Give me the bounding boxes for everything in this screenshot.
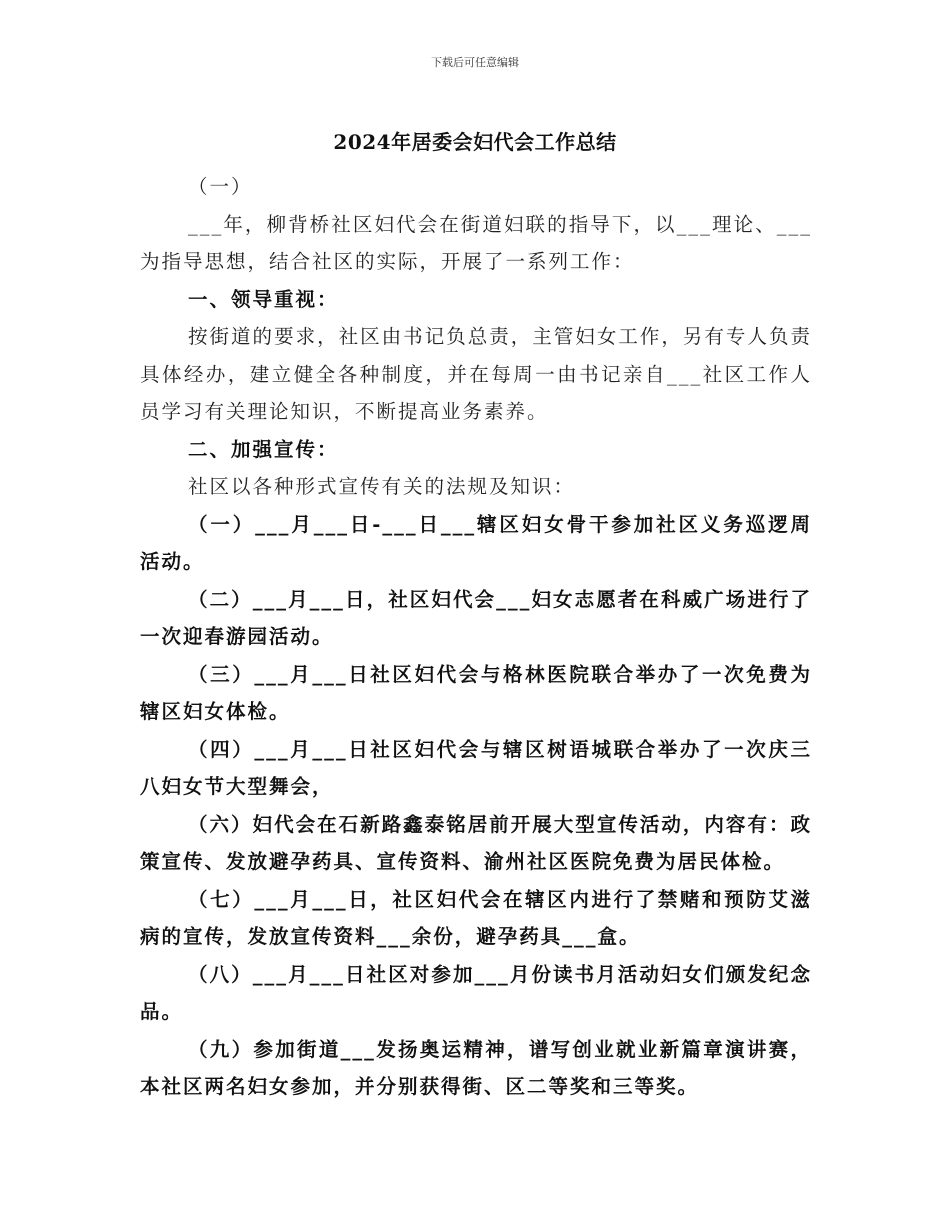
heading-leadership: 一、领导重视：: [188, 287, 339, 311]
paragraph-publicity-intro: 社区以各种形式宣传有关的法规及知识：: [188, 475, 576, 498]
header-note: 下载后可任意编辑: [431, 56, 519, 69]
list-item-1: （一）___月___日-___日___辖区妇女骨干参加社区义务巡逻周活动。: [140, 512, 812, 573]
list-item-4: （四）___月___日社区妇代会与辖区树语城联合举办了一次庆三八妇女节大型舞会，: [140, 737, 812, 798]
list-item-7: （七）___月___日，社区妇代会在辖区内进行了禁赌和预防艾滋病的宣传，发放宣传资料___余份，避孕药具___盒。: [140, 887, 812, 948]
list-item-9: （九）参加街道___发扬奥运精神，谱写创业就业新篇章演讲赛，本社区两名妇女参加，并分别获得街、区二等奖和三等奖。: [140, 1037, 812, 1098]
list-item-6: （六）妇代会在石新路鑫泰铭居前开展大型宣传活动，内容有：政策宣传、发放避孕药具、宣传资料、渝州社区医院免费为居民体检。: [140, 812, 812, 873]
document-title: 2024年居委会妇代会工作总结: [333, 130, 617, 154]
paragraph-leadership: 按街道的要求，社区由书记负总责，主管妇女工作，另有专人负责具体经办，建立健全各种制度，并在每周一由书记亲自___社区工作人员学习有关理论知识，不断提高业务素养。: [140, 325, 812, 423]
list-item-2: （二）___月___日，社区妇代会___妇女志愿者在科威广场进行了一次迎春游园活动。: [140, 587, 812, 648]
document-body: [140, 168, 812, 1106]
paragraph-section-marker: （一）: [188, 175, 253, 198]
list-item-8: （八）___月___日社区对参加___月份读书月活动妇女们颁发纪念品。: [140, 962, 812, 1023]
list-item-3: （三）___月___日社区妇代会与格林医院联合举办了一次免费为辖区妇女体检。: [140, 662, 812, 723]
paragraph-intro: ___年，柳背桥社区妇代会在街道妇联的指导下，以___理论、___为指导思想，结合社区的实际，开展了一系列工作：: [140, 212, 812, 273]
heading-publicity: 二、加强宣传：: [188, 437, 339, 461]
